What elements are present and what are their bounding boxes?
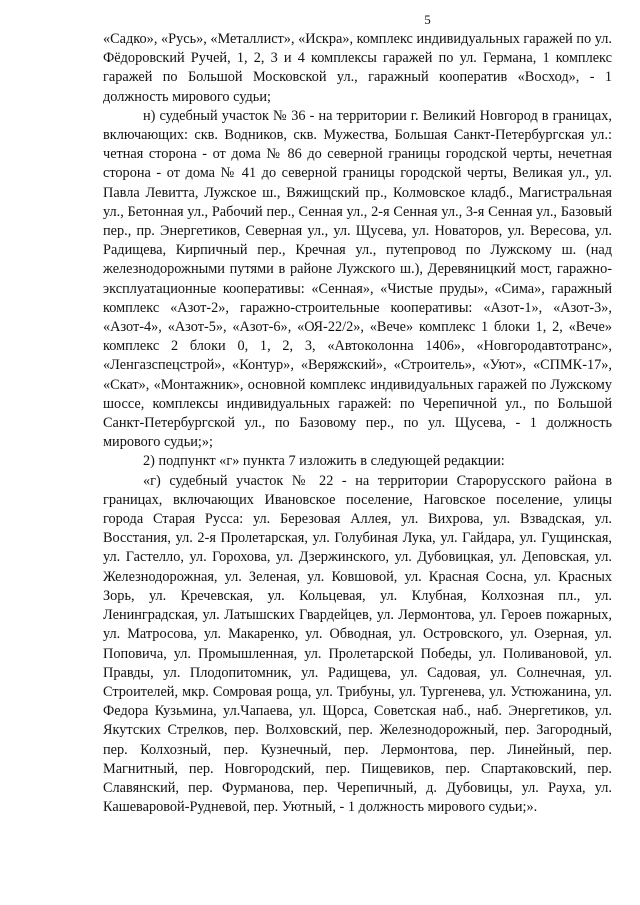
paragraph-amendment-instruction: 2) подпункт «г» пункта 7 изложить в следующей редакции: bbox=[143, 453, 505, 470]
paragraph-continuation: «Садко», «Русь», «Металлист», «Искра», комплекс индивидуальных гаражей по ул. Фёдоровский Ручей, 1, 2, 3 и 4 комплексы гаражей по ул. Германа, 1 комплекс гаражей по Большой Московской ул., гаражный кооператив «Восход», - 1 должность мирового судьи; bbox=[103, 31, 612, 105]
paragraph-court-district-22: «г) судебный участок № 22 - на территории Старорусского района в границах, включающих Ивановское поселение, Наговское поселение, улицы города Старая Русса: ул. Березовая Аллея, ул. Вихрова, ул. Взвадская, ул. Восстания, ул. 2-я Пролетарская, ул. Голубиная Лука, ул. Гайдара, ул. Гущинская, ул. Гастелло, ул. Горохова, ул. Дзержинского, ул. Дубовицкая, ул. Деповская, ул. Железнодорожная, ул. Зеленая, ул. Ковшовой, ул. Красная Сосна, ул. Красных Зорь, ул. Кречевская, ул. Кольцевая, ул. Клубная, Колхозная пл., ул. Ленинградская, ул. Латышских Гвардейцев, ул. Лермонтова, ул. Героев пожарных, ул. Матросова, ул. Макаренко, ул. Обводная, ул. Островского, ул. Озерная, ул. Поповича, ул. Промышленная, ул. Пролетарской Победы, ул. Поливановой, ул. Правды, ул. Плодопитомник, ул. Радищева, ул. Садовая, ул. Солнечная, ул. Строителей, мкр. Сомровая роща, ул. Трибуны, ул. Тургенева, ул. Устюжанина, ул. Федора Кузьмина, ул.Чапаева, ул. Щорса, Советская наб., наб. Энергетиков, ул. Якутских Стрелков, пер. Волховский, пер. Железнодорожный, пер. Загородный, пер. Колхозный, пер. Кузнечный, пер. Лермонтова, пер. Линейный, пер. Магнитный, пер. Новгородский, пер. Пищевиков, пер. Спартаковский, пер. Славянский, пер. Фурманова, пер. Черепичный, д. Дубовицы, ул. Рауха, ул. Кашеваровой-Рудневой, пер. Уютный, - 1 должность мирового судьи;». bbox=[103, 472, 612, 816]
paragraph-court-district-36: н) судебный участок № 36 - на территории г. Великий Новгород в границах, включающих: скв. Водников, скв. Мужества, Большая Санкт-Петербургская ул.: четная сторона - от дома № 86 до северной границы городской черты, нечетная сторона - от дома № 41 до северной границы городской черты, Великая ул., ул. Павла Левитта, Лужское ш., Вяжищский пр., Колмовское кладб., Магистральная ул., Бетонная ул., Рабочий пер., Сенная ул., 2-я Сенная ул., 3-я Сенная ул., Базовый пер., пр. Энергетиков, Северная ул., ул. Щусева, ул. Новаторов, ул. Вересова, ул. Радищева, Кирпичный пер., Кречная ул., путепровод по Лужскому ш. (над железнодорожными путями в районе Лужского ш.), Деревяницкий мост, гаражно-эксплуатационные кооперативы: «Сенная», «Чистые пруды», «Сима», гаражный комплекс «Азот-2», гаражно-строительные кооперативы: «Азот-1», «Азот-3», «Азот-4», «Азот-5», «Азот-6», «ОЯ-22/2», «Вече» комплекс 1 блоки 1, 2, «Вече» комплекс 2 блоки 0, 1, 2, 3, «Автоколонна 1406», «Новгородавтотранс», «Ленгазспецстрой», «Контур», «Веряжский», «Строитель», «Уют», «СПМК-17», «Скат», «Монтажник», основной комплекс индивидуальных гаражей по Лужскому шоссе, комплексы индивидуальных гаражей: по Черепичной ул., по Большой Санкт-Петербургской ул., по Базовому пер., по ул. Щусева, - 1 должность мирового судьи;»; bbox=[103, 107, 612, 451]
page-number: 5 bbox=[424, 12, 431, 27]
